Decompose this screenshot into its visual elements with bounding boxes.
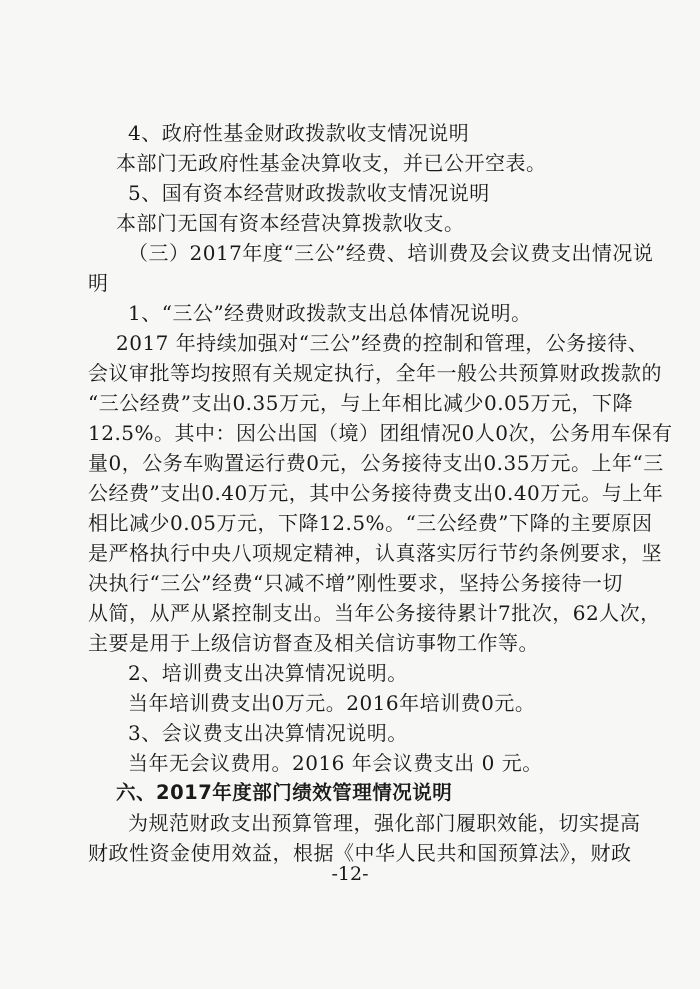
- heading-government-fund: 4、政府性基金财政拨款收支情况说明: [128, 121, 470, 145]
- heading-three-public-expenses: （三）2017年度“三公”经费、培训费及会议费支出情况说: [128, 241, 654, 265]
- document-body: [88, 118, 673, 868]
- paragraph-training-fee: 当年培训费支出0万元。2016年培训费0元。: [128, 691, 536, 715]
- subheading-three-public-overview: 1、“三公”经费财政拨款支出总体情况说明。: [128, 301, 532, 325]
- paragraph-line: 12.5%。其中：因公出国（境）团组情况0人0次，公务用车保有: [88, 421, 673, 445]
- paragraph-line: 是严格执行中央八项规定精神，认真落实厉行节约条例要求，坚: [88, 541, 662, 565]
- page-number: -12-: [331, 863, 369, 885]
- section-heading-performance: 六、2017年度部门绩效管理情况说明: [116, 781, 453, 804]
- paragraph-line: 会议审批等均按照有关规定执行，全年一般公共预算财政拨款的: [88, 361, 662, 385]
- paragraph-state-capital: 本部门无国有资本经营决算拨款收支。: [116, 211, 465, 235]
- paragraph-meeting-fee: 当年无会议费用。2016 年会议费支出 0 元。: [128, 751, 543, 775]
- paragraph-line: 为规范财政支出预算管理，强化部门履职效能，切实提高: [128, 811, 641, 835]
- paragraph-line: “三公经费”支出0.35万元，与上年相比减少0.05万元，下降: [88, 391, 634, 415]
- paragraph-line: 财政性资金使用效益，根据《中华人民共和国预算法》，财政: [88, 841, 632, 865]
- paragraph-line: 决执行“三公”经费“只减不增”刚性要求，坚持公务接待一切: [88, 571, 623, 595]
- paragraph-line: 2017 年持续加强对“三公”经费的控制和管理，公务接待、: [116, 331, 649, 355]
- paragraph-government-fund: 本部门无政府性基金决算收支，并已公开空表。: [116, 151, 547, 175]
- paragraph-line: 主要是用于上级信访督查及相关信访事物工作等。: [88, 631, 539, 655]
- heading-state-capital: 5、国有资本经营财政拨款收支情况说明: [128, 181, 490, 205]
- paragraph-line: 公经费”支出0.40万元，其中公务接待费支出0.40万元。与上年: [88, 481, 664, 505]
- heading-three-public-expenses-cont: 明: [88, 271, 109, 295]
- paragraph-line: 量0，公务车购置运行费0元，公务接待支出0.35万元。上年“三: [88, 451, 664, 475]
- subheading-meeting-fee: 3、会议费支出决算情况说明。: [128, 721, 408, 745]
- paragraph-line: 相比减少0.05万元，下降12.5%。“三公经费”下降的主要原因: [88, 511, 653, 535]
- paragraph-line: 从简，从严从紧控制支出。当年公务接待累计7批次，62人次，: [88, 601, 661, 625]
- subheading-training-fee: 2、培训费支出决算情况说明。: [128, 661, 408, 685]
